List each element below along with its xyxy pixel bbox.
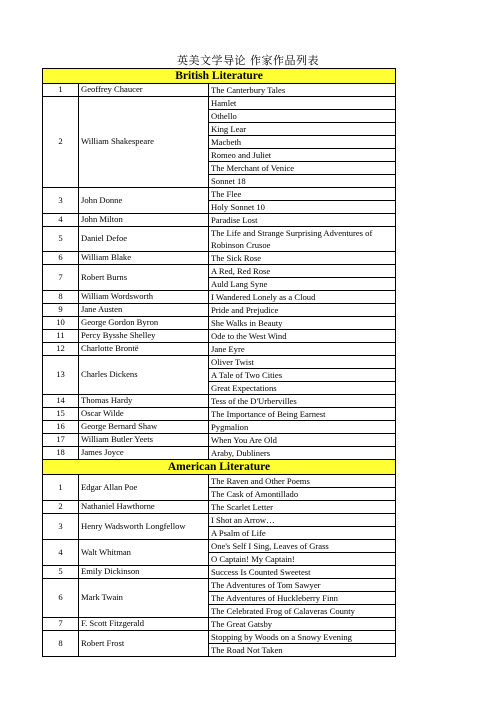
- author-number: 16: [43, 421, 79, 434]
- table-row: [43, 227, 396, 252]
- author-number: 9: [43, 304, 79, 317]
- work-title: The Importance of Being Earnest: [209, 408, 396, 421]
- work-title: When You Are Old: [209, 434, 396, 447]
- work-title: Araby, Dubliners: [209, 447, 396, 460]
- author-name: Charlotte Brontë: [79, 343, 209, 356]
- table-row: [43, 291, 396, 304]
- author-name: F. Scott Fitzgerald: [79, 618, 209, 631]
- work-title: Great Expectations: [209, 382, 396, 395]
- table-row: [43, 356, 396, 369]
- author-name: William Wordsworth: [79, 291, 209, 304]
- author-number: 10: [43, 317, 79, 330]
- table-row: [43, 188, 396, 201]
- work-title: The Flee: [209, 188, 396, 201]
- author-number: 7: [43, 618, 79, 631]
- work-title: The Cask of Amontillado: [209, 488, 396, 501]
- author-number: 6: [43, 579, 79, 618]
- author-name: William Blake: [79, 252, 209, 265]
- author-number: 2: [43, 501, 79, 514]
- author-name: Mark Twain: [79, 579, 209, 618]
- british-literature-table: [42, 68, 396, 460]
- work-title: Pride and Prejudice: [209, 304, 396, 317]
- author-number: 13: [43, 356, 79, 395]
- work-title: O Captain! My Captain!: [209, 553, 396, 566]
- author-name: Robert Burns: [79, 265, 209, 291]
- author-name: George Gordon Byron: [79, 317, 209, 330]
- work-title: The Road Not Taken: [209, 644, 396, 657]
- work-title: One's Self I Sing, Leaves of Grass: [209, 540, 396, 553]
- work-title: Sonnet 18: [209, 175, 396, 188]
- work-title: Pygmalion: [209, 421, 396, 434]
- table-row: [43, 408, 396, 421]
- table-row: [43, 395, 396, 408]
- work-title: A Tale of Two Cities: [209, 369, 396, 382]
- work-title: Stopping by Woods on a Snowy Evening: [209, 631, 396, 644]
- work-title: I Wandered Lonely as a Cloud: [209, 291, 396, 304]
- work-title: The Great Gatsby: [209, 618, 396, 631]
- table-row: [43, 343, 396, 356]
- author-name: Percy Bysshe Shelley: [79, 330, 209, 343]
- author-number: 18: [43, 447, 79, 460]
- author-name: Thomas Hardy: [79, 395, 209, 408]
- work-title: Ode to the West Wind: [209, 330, 396, 343]
- table-row: [43, 475, 396, 488]
- work-title: The Celebrated Frog of Calaveras County: [209, 605, 396, 618]
- work-title: The Raven and Other Poems: [209, 475, 396, 488]
- work-title: Romeo and Juliet: [209, 149, 396, 162]
- work-title: I Shot an Arrow…: [209, 514, 396, 527]
- work-title: A Psalm of Life: [209, 527, 396, 540]
- table-row: [43, 579, 396, 592]
- work-title: The Scarlet Letter: [209, 501, 396, 514]
- table-row: [43, 97, 396, 110]
- table-row: [43, 84, 396, 97]
- author-number: 6: [43, 252, 79, 265]
- author-name: Charles Dickens: [79, 356, 209, 395]
- author-number: 7: [43, 265, 79, 291]
- table-row: [43, 265, 396, 278]
- author-number: 8: [43, 631, 79, 657]
- author-number: 1: [43, 475, 79, 501]
- author-number: 4: [43, 214, 79, 227]
- table-row: [43, 214, 396, 227]
- author-number: 3: [43, 188, 79, 214]
- author-number: 5: [43, 566, 79, 579]
- work-title: The Canterbury Tales: [209, 84, 396, 97]
- author-name: Jane Austen: [79, 304, 209, 317]
- work-title: The Adventures of Tom Sawyer: [209, 579, 396, 592]
- table-row: [43, 421, 396, 434]
- author-number: 1: [43, 84, 79, 97]
- author-name: Geoffrey Chaucer: [79, 84, 209, 97]
- work-title: Jane Eyre: [209, 343, 396, 356]
- work-title: Holy Sonnet 10: [209, 201, 396, 214]
- table-row: [43, 566, 396, 579]
- author-number: 12: [43, 343, 79, 356]
- author-name: George Bernard Shaw: [79, 421, 209, 434]
- work-title: She Walks in Beauty: [209, 317, 396, 330]
- author-name: Emily Dickinson: [79, 566, 209, 579]
- author-number: 2: [43, 97, 79, 188]
- section-heading: British Literature: [43, 69, 396, 84]
- work-title: A Red, Red Rose: [209, 265, 396, 278]
- work-title: The Adventures of Huckleberry Finn: [209, 592, 396, 605]
- section-heading: American Literature: [43, 460, 396, 475]
- table-row: [43, 540, 396, 553]
- table-row: [43, 317, 396, 330]
- work-title: Oliver Twist: [209, 356, 396, 369]
- author-number: 8: [43, 291, 79, 304]
- table-row: [43, 304, 396, 317]
- author-number: 3: [43, 514, 79, 540]
- author-name: John Milton: [79, 214, 209, 227]
- table-row: [43, 447, 396, 460]
- table-row: [43, 618, 396, 631]
- american-literature-table: [42, 459, 396, 657]
- author-number: 11: [43, 330, 79, 343]
- work-title: Paradise Lost: [209, 214, 396, 227]
- work-title: The Merchant of Venice: [209, 162, 396, 175]
- author-name: Walt Whitman: [79, 540, 209, 566]
- table-row: [43, 330, 396, 343]
- work-title: Tess of the D'Urbervilles: [209, 395, 396, 408]
- table-row: [43, 434, 396, 447]
- work-title: Macbeth: [209, 136, 396, 149]
- page-title: 英美文学导论 作家作品列表: [177, 54, 319, 67]
- author-name: William Butler Yeets: [79, 434, 209, 447]
- work-title: King Lear: [209, 123, 396, 136]
- work-title: Auld Lang Syne: [209, 278, 396, 291]
- author-name: Edgar Allan Poe: [79, 475, 209, 501]
- author-name: Nathaniel Hawthorne: [79, 501, 209, 514]
- work-title: The Sick Rose: [209, 252, 396, 265]
- table-row: [43, 514, 396, 527]
- work-title: The Life and Strange Surprising Adventures of Robinson Crusoe: [209, 227, 396, 252]
- table-row: [43, 631, 396, 644]
- author-number: 17: [43, 434, 79, 447]
- author-name: Robert Frost: [79, 631, 209, 657]
- author-number: 15: [43, 408, 79, 421]
- work-title: Success Is Counted Sweetest: [209, 566, 396, 579]
- table-row: [43, 252, 396, 265]
- author-number: 14: [43, 395, 79, 408]
- author-name: John Donne: [79, 188, 209, 214]
- author-number: 4: [43, 540, 79, 566]
- author-name: James Joyce: [79, 447, 209, 460]
- author-name: Henry Wadsworth Longfellow: [79, 514, 209, 540]
- work-title: Othello: [209, 110, 396, 123]
- author-number: 5: [43, 227, 79, 252]
- work-title: Hamlet: [209, 97, 396, 110]
- author-name: Oscar Wilde: [79, 408, 209, 421]
- table-row: [43, 501, 396, 514]
- author-name: Daniel Defoe: [79, 227, 209, 252]
- author-name: William Shakespeare: [79, 97, 209, 188]
